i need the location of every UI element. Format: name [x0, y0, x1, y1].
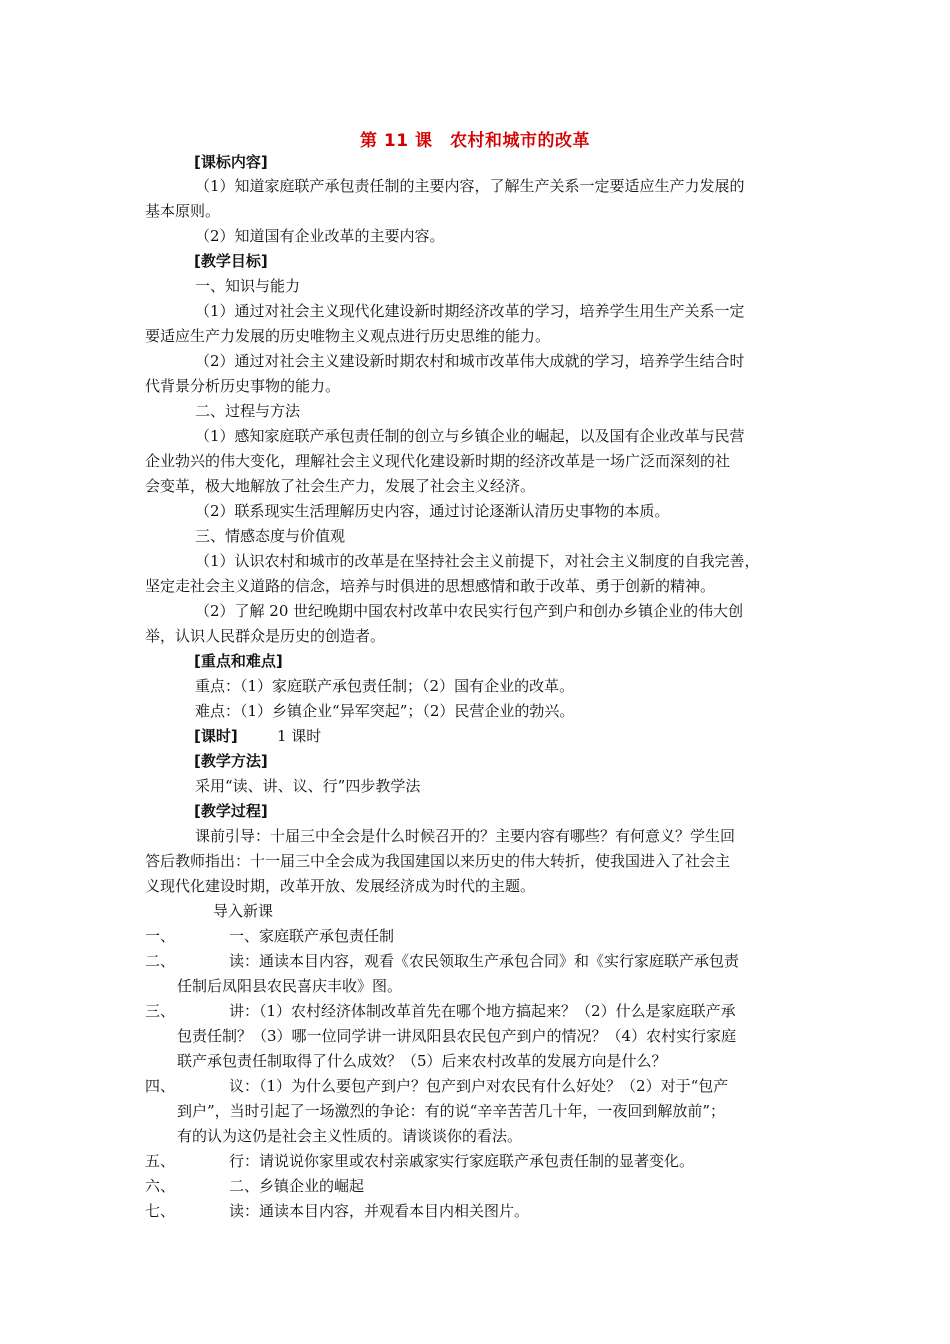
section-heading-key-points: [重点和难点]: [194, 652, 283, 670]
list-item: 二、乡镇企业的崛起: [229, 1177, 365, 1195]
subheading: 一、知识与能力: [195, 277, 301, 295]
paragraph-line: 答后教师指出：十一届三中全会成为我国建国以来历史的伟大转折，使我国进入了社会主: [145, 852, 731, 870]
paragraph-line: 要适应生产力发展的历史唯物主义观点进行历史思维的能力。: [145, 327, 551, 345]
list-number: 四、: [145, 1077, 176, 1095]
paragraph-line: （2）知道国有企业改革的主要内容。: [195, 227, 445, 245]
list-item-continuation: 包责任制？（3）哪一位同学讲一讲凤阳县农民包产到户的情况？（4）农村实行家庭: [177, 1027, 737, 1045]
subheading: 二、过程与方法: [195, 402, 301, 420]
paragraph-line: （1）感知家庭联产承包责任制的创立与乡镇企业的崛起，以及国有企业改革与民营: [195, 427, 745, 445]
list-number: 二、: [145, 952, 176, 970]
list-item: 讲：（1）农村经济体制改革首先在哪个地方搞起来？（2）什么是家庭联产承: [229, 1002, 736, 1020]
list-number: 五、: [145, 1152, 176, 1170]
paragraph-line: 代背景分析历史事物的能力。: [145, 377, 341, 395]
list-number: 一、: [145, 927, 176, 945]
paragraph-line: 坚定走社会主义道路的信念，培养与时俱进的思想感情和敢于改革、勇于创新的精神。: [145, 577, 716, 595]
paragraph-line: （2）了解 20 世纪晚期中国农村改革中农民实行包产到户和创办乡镇企业的伟大创: [195, 602, 744, 620]
list-item: 议：（1）为什么要包产到户？包产到户对农民有什么好处？（2）对于“包产: [229, 1077, 729, 1095]
subheading: 导入新课: [213, 902, 274, 920]
subheading: 三、情感态度与价值观: [195, 527, 346, 545]
paragraph-line: （2）联系现实生活理解历史内容，通过讨论逐渐认清历史事物的本质。: [195, 502, 670, 520]
paragraph-line: 难点：（1）乡镇企业“异军突起”；（2）民营企业的勃兴。: [195, 702, 575, 720]
list-item: 读：通读本目内容，观看《农民领取生产承包合同》和《实行家庭联产承包责: [229, 952, 740, 970]
class-hours-value: 1 课时: [277, 727, 322, 745]
list-item-continuation: 到户”，当时引起了一场激烈的争论：有的说“辛辛苦苦几十年，一夜回到解放前”；: [177, 1102, 726, 1120]
list-item-continuation: 有的认为这仍是社会主义性质的。请谈谈你的看法。: [177, 1127, 523, 1145]
list-item-continuation: 任制后凤阳县农民喜庆丰收》图。: [177, 977, 403, 995]
list-item: 一、家庭联产承包责任制: [229, 927, 395, 945]
section-heading-curriculum: [课标内容]: [194, 153, 268, 171]
paragraph-line: 课前引导：十届三中全会是什么时候召开的？主要内容有哪些？有何意义？学生回: [195, 827, 736, 845]
paragraph-line: 举，认识人民群众是历史的创造者。: [145, 627, 386, 645]
section-heading-process: [教学过程]: [194, 802, 268, 820]
section-heading-methods: [教学方法]: [194, 752, 268, 770]
section-heading-class-hours: [课时]: [194, 727, 238, 745]
paragraph-line: 义现代化建设时期，改革开放、发展经济成为时代的主题。: [145, 877, 536, 895]
list-item: 读：通读本目内容，并观看本目内相关图片。: [229, 1202, 530, 1220]
list-item-continuation: 联产承包责任制取得了什么成效？（5）后来农村改革的发展方向是什么？: [177, 1052, 667, 1070]
paragraph-line: 会变革，极大地解放了社会生产力，发展了社会主义经济。: [145, 477, 536, 495]
paragraph-line: （2）通过对社会主义建设新时期农村和城市改革伟大成就的学习，培养学生结合时: [195, 352, 745, 370]
paragraph-line: （1）认识农村和城市的改革是在坚持社会主义前提下，对社会主义制度的自我完善，: [195, 552, 760, 570]
paragraph-line: （1）通过对社会主义现代化建设新时期经济改革的学习，培养学生用生产关系一定: [195, 302, 745, 320]
list-number: 六、: [145, 1177, 176, 1195]
section-heading-objectives: [教学目标]: [194, 252, 268, 270]
list-number: 三、: [145, 1002, 176, 1020]
paragraph-line: （1）知道家庭联产承包责任制的主要内容，了解生产关系一定要适应生产力发展的: [195, 177, 745, 195]
paragraph-line: 重点：（1）家庭联产承包责任制；（2）国有企业的改革。: [195, 677, 575, 695]
paragraph-line: 采用“读、讲、议、行”四步教学法: [195, 777, 421, 795]
paragraph-line: 基本原则。: [145, 202, 221, 220]
lesson-title: 第 11 课 农村和城市的改革: [360, 131, 590, 151]
list-item: 行：请说说你家里或农村亲戚家实行家庭联产承包责任制的显著变化。: [229, 1152, 695, 1170]
paragraph-line: 企业勃兴的伟大变化，理解社会主义现代化建设新时期的经济改革是一场广泛而深刻的社: [145, 452, 731, 470]
list-number: 七、: [145, 1202, 176, 1220]
